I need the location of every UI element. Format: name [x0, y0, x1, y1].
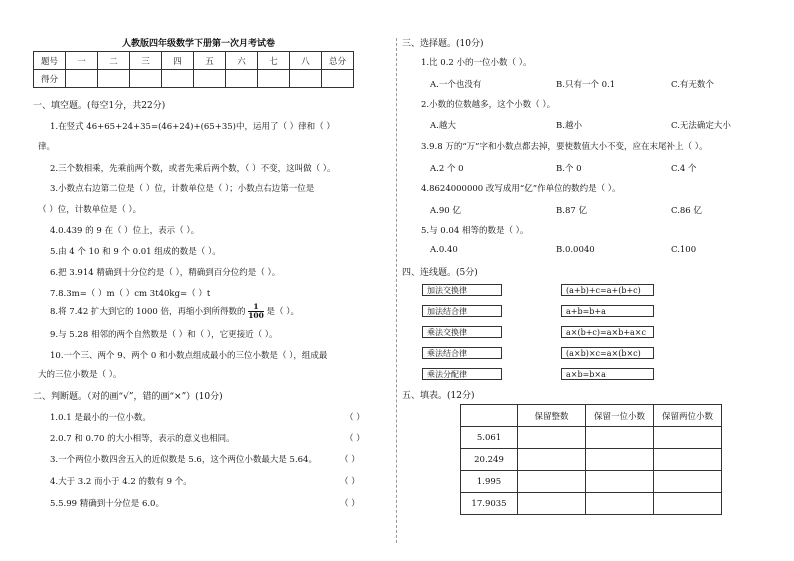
score-header-cell: 二 [98, 52, 130, 70]
s3-q1-option-c[interactable]: C.有无数个 [671, 80, 714, 90]
answer-cell[interactable] [654, 427, 722, 449]
score-header-cell: 题号 [34, 52, 66, 70]
score-cell[interactable] [130, 70, 162, 88]
s3-q3-option-b[interactable]: B.个 0 [556, 164, 582, 174]
s1-q6: 6.把 3.914 精确到十分位约是（ ），精确到百分位约是（ ）。 [50, 268, 281, 278]
s1-q8-text-end: 是（ ）。 [266, 307, 299, 317]
rounding-header-cell: 保留一位小数 [586, 405, 654, 427]
rounding-table [460, 404, 722, 515]
s3-q2: 2.小数的位数越多，这个小数（ ）。 [421, 100, 556, 110]
s2-item: 4.大于 3.2 而小于 4.2 的数有 9 个。 [50, 477, 192, 487]
s1-q8 [50, 303, 299, 320]
score-header-cell: 五 [194, 52, 226, 70]
matching-right-item[interactable]: a×(b+c)=a×b+a×c [561, 326, 654, 338]
matching-right-item[interactable]: a+b=b+a [561, 305, 654, 317]
exam-title: 人教版四年级数学下册第一次月考试卷 [121, 39, 275, 49]
score-header-cell: 八 [290, 52, 322, 70]
section1-heading: 一、填空题。(每空1分，共22分) [33, 101, 166, 111]
s1-q10-line2: 大的三位小数是（ ）。 [38, 370, 122, 380]
answer-cell[interactable] [518, 493, 586, 515]
s3-q2-option-a[interactable]: A.越大 [430, 121, 456, 131]
answer-cell[interactable] [518, 427, 586, 449]
s3-q2-option-c[interactable]: C.无法确定大小 [671, 121, 731, 131]
answer-cell[interactable] [586, 493, 654, 515]
answer-cell[interactable] [654, 449, 722, 471]
s3-q1-option-a[interactable]: A.一个也没有 [430, 80, 482, 90]
fraction [248, 303, 264, 320]
s3-q1: 1.比 0.2 小的一位小数（ ）。 [421, 58, 532, 68]
table-row [461, 471, 722, 493]
rounding-row-label: 17.9035 [461, 493, 518, 515]
s2-item: 1.0.1 是最小的一位小数。 [50, 413, 151, 423]
matching-left-item[interactable]: 乘法结合律 [422, 347, 502, 359]
rounding-header-cell: 保留两位小数 [654, 405, 722, 427]
table-row [461, 427, 722, 449]
fraction-denominator: 100 [248, 311, 264, 320]
score-cell[interactable] [194, 70, 226, 88]
score-row-label: 得分 [34, 70, 66, 88]
s3-q4-option-c[interactable]: C.86 亿 [671, 206, 702, 216]
rounding-header-cell [461, 405, 518, 427]
s3-q4-option-b[interactable]: B.87 亿 [556, 206, 587, 216]
matching-left-item[interactable]: 乘法交换律 [422, 326, 502, 338]
rounding-row-label: 5.061 [461, 427, 518, 449]
score-header-cell: 总分 [322, 52, 354, 70]
page-divider [396, 38, 397, 543]
s1-q7: 7.8.3m=（ ）m（ ）cm 3t40kg=（ ）t [50, 289, 211, 299]
s1-q3-line2: （ ）位，计数单位是（ ）。 [38, 205, 142, 215]
score-cell[interactable] [290, 70, 322, 88]
answer-cell[interactable] [586, 449, 654, 471]
section2-heading: 二、判断题。（对的画“√”，错的画“×”）(10分) [33, 392, 223, 402]
score-cell[interactable] [258, 70, 290, 88]
matching-right-item[interactable]: (a+b)+c=a+(b+c) [561, 284, 654, 296]
s3-q4-option-a[interactable]: A.90 亿 [430, 206, 461, 216]
matching-left-item[interactable]: 加法结合律 [422, 305, 502, 317]
score-cell[interactable] [322, 70, 354, 88]
score-cell[interactable] [98, 70, 130, 88]
score-header-cell: 三 [130, 52, 162, 70]
score-table [33, 51, 354, 88]
s2-answer-paren[interactable]: （ ） [345, 413, 365, 423]
score-cell[interactable] [226, 70, 258, 88]
rounding-header-row [461, 405, 722, 427]
s2-answer-paren[interactable]: （ ） [340, 455, 360, 465]
s3-q5-option-a[interactable]: A.0.40 [430, 245, 458, 255]
table-row [461, 493, 722, 515]
answer-cell[interactable] [518, 471, 586, 493]
s2-answer-paren[interactable]: （ ） [340, 477, 360, 487]
section5-heading: 五、填表。(12分) [402, 391, 475, 401]
s1-q2: 2.三个数相乘，先乘前两个数，或者先乘后两个数，（ ）不变，这叫做（ ）。 [50, 164, 336, 174]
s3-q1-option-b[interactable]: B.只有一个 0.1 [556, 80, 616, 90]
rounding-header-cell: 保留整数 [518, 405, 586, 427]
matching-right-item[interactable]: (a×b)×c=a×(b×c) [561, 347, 654, 359]
fraction-numerator: 1 [248, 303, 264, 312]
s2-item: 3.一个两位小数四舍五入的近似数是 5.6，这个两位小数最大是 5.64。 [50, 455, 317, 465]
score-header-cell: 六 [226, 52, 258, 70]
s3-q3-option-a[interactable]: A.2 个 0 [430, 164, 464, 174]
matching-left-item[interactable]: 乘法分配律 [422, 368, 502, 380]
s1-q8-text: 8.将 7.42 扩大到它的 1000 倍，再缩小到所得数的 [50, 307, 246, 317]
s3-q2-option-b[interactable]: B.越小 [556, 121, 582, 131]
s1-q1-line1: 1.在竖式 46+65+24+35=(46+24)+(65+35)中，运用了（ ）律和（ ） [50, 122, 335, 132]
s1-q9: 9.与 5.28 相邻的两个自然数是（ ）和（ ），它更接近（ ）。 [50, 330, 278, 340]
s1-q1-line2: 律。 [38, 142, 56, 152]
table-row [461, 449, 722, 471]
s1-q10-line1: 10.一个三、两个 9、两个 0 和小数点组成最小的三位小数是（ ），组成最 [50, 351, 328, 361]
score-table-score-row [34, 70, 354, 88]
s2-item: 2.0.7 和 0.70 的大小相等，表示的意义也相同。 [50, 434, 235, 444]
s1-q4: 4.0.439 的 9 在（ ）位上，表示（ ）。 [50, 226, 200, 236]
section3-heading: 三、选择题。(10分) [402, 39, 484, 49]
matching-right-item[interactable]: a×b=b×a [561, 368, 654, 380]
score-header-cell: 四 [162, 52, 194, 70]
score-cell[interactable] [162, 70, 194, 88]
s3-q5: 5.与 0.04 相等的数是（ ）。 [421, 226, 529, 236]
answer-cell[interactable] [654, 493, 722, 515]
answer-cell[interactable] [586, 427, 654, 449]
s2-item: 5.5.99 精确到十分位是 6.0。 [50, 499, 164, 509]
answer-cell[interactable] [586, 471, 654, 493]
s1-q5: 5.由 4 个 10 和 9 个 0.01 组成的数是（ ）。 [50, 247, 221, 257]
answer-cell[interactable] [654, 471, 722, 493]
s3-q4: 4.8624000000 改写成用“亿”作单位的数约是（ ）。 [421, 184, 621, 194]
rounding-row-label: 1.995 [461, 471, 518, 493]
score-cell[interactable] [66, 70, 98, 88]
s2-answer-paren[interactable]: （ ） [340, 499, 360, 509]
answer-cell[interactable] [518, 449, 586, 471]
score-header-cell: 一 [66, 52, 98, 70]
s3-q3: 3.9.8 万的“万”字和小数点都去掉，要使数值大小不变，应在末尾补上（ ）。 [421, 142, 708, 152]
s3-q5-option-b[interactable]: B.0.0040 [556, 245, 595, 255]
s3-q3-option-c[interactable]: C.4 个 [671, 164, 697, 174]
score-table-header-row [34, 52, 354, 70]
s1-q3-line1: 3.小数点右边第二位是（ ）位，计数单位是（ ）；小数点右边第一位是 [50, 184, 315, 194]
matching-left-item[interactable]: 加法交换律 [422, 284, 502, 296]
s3-q5-option-c[interactable]: C.100 [671, 245, 697, 255]
s2-answer-paren[interactable]: （ ） [345, 434, 365, 444]
rounding-row-label: 20.249 [461, 449, 518, 471]
section4-heading: 四、连线题。(5分) [402, 268, 478, 278]
score-header-cell: 七 [258, 52, 290, 70]
